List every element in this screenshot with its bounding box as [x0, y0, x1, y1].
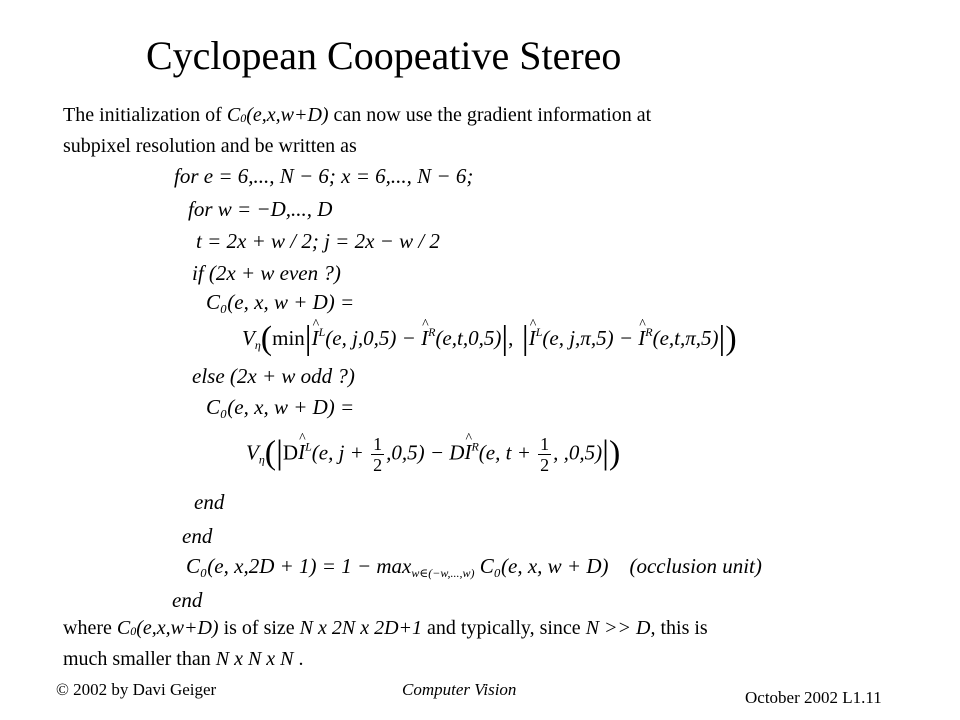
where-paragraph — [63, 614, 923, 673]
eq-fraction-half-2 — [538, 434, 551, 475]
intro-text-a: The initialization of — [63, 104, 227, 126]
eq-line-else-odd: else (2x + w odd ?) — [192, 364, 355, 388]
eq-line-min-expression — [242, 322, 737, 356]
footer-date-slide: October 2002 L1.11 — [745, 688, 882, 707]
eq-args-8: , ,0,5) — [553, 440, 603, 465]
eq-sup-l-2: L — [535, 325, 543, 339]
eq-args-1: (e, j,0,5) − — [325, 326, 422, 350]
eq-eta-subscript: η — [254, 338, 261, 352]
eq-line-for-w: for w = −D,..., D — [188, 197, 333, 221]
eq-ihat-l-2: ^ I — [529, 328, 536, 349]
where-line2-a: much smaller than — [63, 648, 216, 670]
eq-sup-l-3: L — [305, 439, 312, 454]
eq-paren-close-2: ) — [608, 434, 621, 472]
eq-ihat-l-3: ^ I — [298, 442, 305, 463]
where-text-d: this is — [655, 617, 708, 639]
where-text-c: and typically, since — [422, 617, 586, 639]
eq-max-subscript: w∈(−w,...,w) — [411, 566, 475, 580]
eq-frac-num-2: 1 — [540, 434, 550, 454]
intro-c-letter: C — [226, 104, 241, 126]
eq-args-2: (e,t,0,5) — [435, 326, 502, 350]
where-text-a: where — [63, 617, 117, 639]
eq-sup-r-1: R — [428, 325, 436, 339]
eq-abs-bar-1: | — [304, 320, 312, 357]
eq-sup-r-3: R — [471, 439, 479, 454]
eq-frac-num-1: 1 — [373, 434, 383, 454]
eq-line-c0-even: C₀(e, x, w + D) = — [206, 290, 355, 314]
where-line-1 — [63, 614, 923, 645]
eq-min-operator: min — [272, 326, 305, 350]
eq-paren-close: ) — [725, 320, 737, 357]
where-line2-c: . — [293, 648, 304, 670]
slide-title: Cyclopean Coopeative Stereo — [146, 33, 622, 78]
where-line-2 — [63, 645, 923, 673]
intro-c-args: (e,x,w+D) — [246, 104, 329, 126]
where-line2-b: N x N x N — [215, 648, 294, 670]
eq-sup-r-2: R — [645, 325, 653, 339]
eq-line-for-e-x: for e = 6,..., N − 6; x = 6,..., N − 6; — [174, 164, 474, 188]
eq-line-end-inner: end — [194, 490, 225, 514]
intro-paragraph — [63, 101, 923, 160]
footer-course: Computer Vision — [402, 680, 517, 699]
eq-ihat-r-3: ^ I — [464, 442, 471, 463]
eq-line-occlusion — [186, 556, 762, 579]
eq-occlusion-a: C₀(e, x,2D + 1) = 1 − max — [186, 554, 412, 578]
eq-abs-bar-6: | — [602, 434, 609, 472]
eq-line-c0-odd: C₀(e, x, w + D) = — [206, 395, 355, 419]
eq-paren-open-2: ( — [264, 434, 277, 472]
eq-occlusion-b: C₀(e, x, w + D) — [474, 554, 609, 578]
eq-paren-open: ( — [260, 320, 273, 357]
eq-frac-den-1: 2 — [373, 455, 383, 475]
intro-line-2: subpixel resolution and be written as — [63, 135, 357, 157]
eq-line-if-even: if (2x + w even ?) — [192, 261, 341, 285]
where-condition: N >> D, — [585, 617, 656, 639]
where-c-args: (e,x,w+D) — [136, 617, 219, 639]
intro-line-1 — [63, 101, 923, 132]
eq-args-6: ,0,5) − D — [386, 440, 465, 465]
eq-sup-l-1: L — [318, 325, 326, 339]
where-size: N x 2N x 2D+1 — [299, 617, 423, 639]
eq-occlusion-unit-label: (occlusion unit) — [629, 554, 762, 578]
eq-line-end-outer: end — [172, 588, 203, 612]
eq-v-symbol: V — [242, 326, 255, 350]
eq-abs-bar-5: | — [276, 434, 283, 472]
eq-abs-bar-3: | — [513, 320, 529, 357]
eq-d-operator-1: D — [282, 440, 299, 465]
algorithm-equations — [150, 154, 870, 614]
eq-comma: , — [508, 326, 514, 350]
where-c-letter: C — [116, 617, 131, 639]
eq-abs-bar-4: | — [718, 320, 726, 357]
eq-args-3: (e, j,π,5) − — [542, 326, 639, 350]
footer-copyright: © 2002 by Davi Geiger — [56, 680, 217, 699]
eq-ihat-l-1: ^ I — [312, 328, 319, 349]
eq-eta-subscript-2: η — [258, 452, 265, 467]
eq-v-symbol-2: V — [246, 440, 259, 465]
eq-abs-bar-2: | — [501, 320, 509, 357]
eq-fraction-half-1 — [371, 434, 384, 475]
where-c-sub: 0 — [130, 624, 137, 638]
eq-args-7: (e, t + — [478, 440, 537, 465]
intro-c-sub: 0 — [240, 111, 247, 125]
eq-frac-den-2: 2 — [540, 455, 550, 475]
intro-text-b: can now use the gradient information at — [328, 104, 652, 126]
where-text-b: is of size — [218, 617, 300, 639]
eq-args-5: (e, j + — [311, 440, 370, 465]
eq-line-derivative-expression — [246, 434, 620, 475]
eq-line-end-middle: end — [182, 524, 213, 548]
eq-ihat-r-1: ^ I — [421, 328, 428, 349]
eq-ihat-r-2: ^ I — [638, 328, 645, 349]
eq-line-t-j: t = 2x + w / 2; j = 2x − w / 2 — [196, 229, 440, 253]
eq-args-4: (e,t,π,5) — [652, 326, 719, 350]
